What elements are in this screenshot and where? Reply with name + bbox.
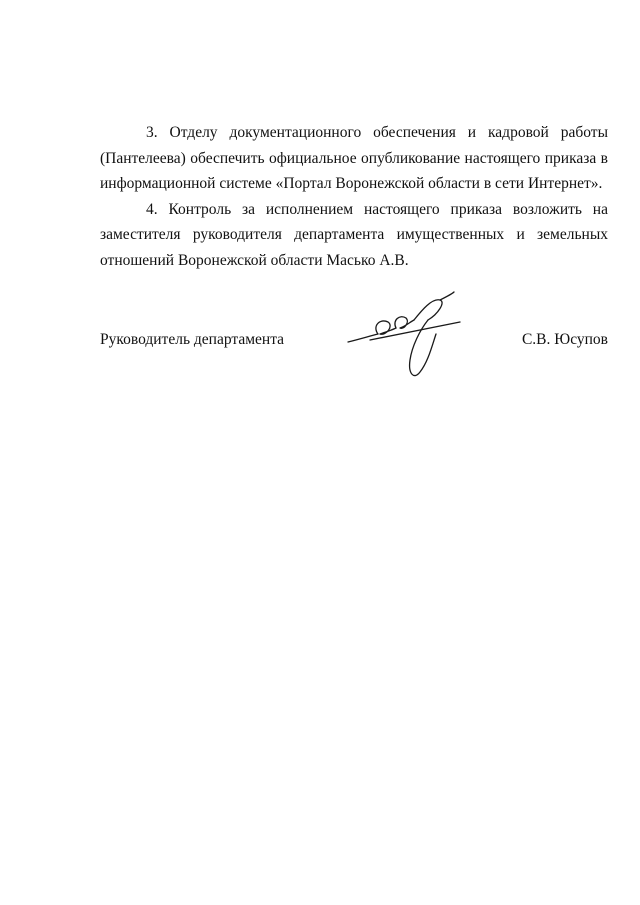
- signer-title: Руководитель департамента: [100, 331, 285, 348]
- signer-name: С.В. Юсупов: [521, 331, 608, 348]
- signature-block: [100, 290, 608, 390]
- paragraph-4: 4. Контроль за исполнением настоящего приказа возложить на заместителя руководителя департамента имущественных и земельных отношений Воронежской области Масько А.В.: [100, 200, 608, 269]
- handwritten-signature: [340, 290, 470, 385]
- paragraph-3: 3. Отделу документационного обеспечения и кадровой работы (Пантелеева) обеспечить официальное опубликование настоящего приказа в информационной системе «Портал Воронежской области в сети Интернет».: [100, 124, 608, 192]
- document-body: [100, 120, 608, 273]
